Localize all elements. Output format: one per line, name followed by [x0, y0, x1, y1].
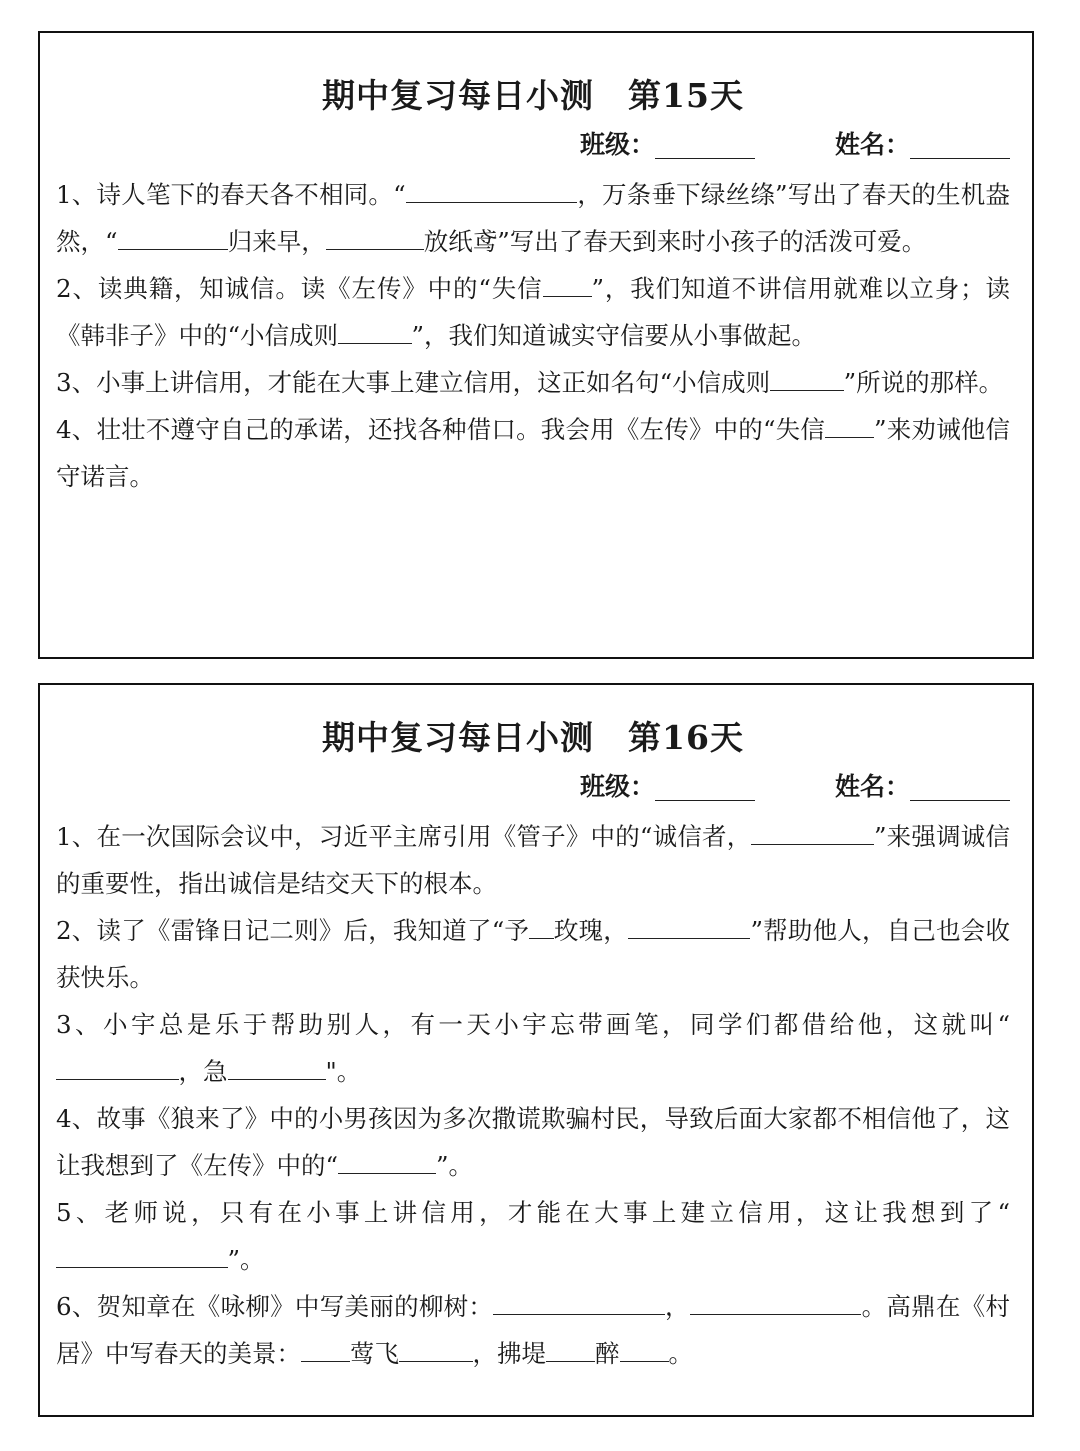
fill-blank[interactable] — [751, 821, 874, 845]
fill-blank[interactable] — [543, 273, 592, 297]
question: 3、小宇总是乐于帮助别人，有一天小宇忘带画笔，同学们都借给他，这就叫“，急 "。 — [56, 1010, 1010, 1086]
fill-blank[interactable] — [825, 414, 874, 438]
class-blank: ________ — [654, 772, 755, 801]
fill-blank[interactable] — [770, 367, 844, 391]
fill-blank[interactable] — [56, 1244, 228, 1268]
fill-blank[interactable] — [399, 1338, 473, 1362]
question: 4、壮壮不遵守自己的承诺，还找各种借口。我会用《左传》中的“失信 ”来劝诫他信守诺言。 — [56, 415, 1010, 491]
student-info — [56, 125, 1010, 165]
fill-blank[interactable] — [338, 320, 412, 344]
fill-blank[interactable] — [493, 1291, 665, 1315]
name-blank: ________ — [910, 772, 1010, 801]
class-label: 班级： — [579, 130, 655, 159]
question: 2、读典籍，知诚信。读《左传》中的“失信 ”，我们知道不讲信用就难以立身；读《韩非子》中的“小信成则 ”，我们知道诚实守信要从小事做起。 — [56, 274, 1010, 350]
class-label: 班级： — [579, 772, 655, 801]
fill-blank[interactable] — [406, 179, 578, 203]
name-label: 姓名： — [834, 130, 910, 159]
fill-blank[interactable] — [338, 1150, 436, 1174]
fill-blank[interactable] — [690, 1291, 862, 1315]
fill-blank[interactable] — [228, 1056, 326, 1080]
question: 1、在一次国际会议中，习近平主席引用《管子》中的“诚信者， ”来强调诚信的重要性，指出诚信是结交天下的根本。 — [56, 822, 1010, 898]
card-title: 期中复习每日小测 第15天 — [322, 76, 744, 115]
name-blank: ________ — [910, 130, 1010, 159]
question: 1、诗人笔下的春天各不相同。“ ，万条垂下绿丝绦”写出了春天的生机盎然，“ 归来早， 放纸鸢”写出了春天到来时小孩子的活泼可爱。 — [56, 180, 1010, 256]
question-list — [56, 171, 1010, 500]
question: 6、贺知章在《咏柳》中写美丽的柳树： ， 。高鼎在《村居》中写春天的美景： 莺飞 ，拂堤 醉 。 — [56, 1292, 1011, 1368]
fill-blank[interactable] — [118, 226, 228, 250]
name-label: 姓名： — [834, 772, 910, 801]
fill-blank[interactable] — [529, 915, 554, 939]
fill-blank[interactable] — [620, 1338, 669, 1362]
question: 2、读了《雷锋日记二则》后，我知道了“予 玫瑰， ”帮助他人，自己也会收获快乐。 — [56, 916, 1010, 992]
question: 3、小事上讲信用，才能在大事上建立信用，这正如名句“小信成则 ”所说的那样。 — [56, 368, 1004, 397]
fill-blank[interactable] — [326, 226, 424, 250]
class-blank: ________ — [654, 130, 755, 159]
fill-blank[interactable] — [628, 915, 751, 939]
quiz-card-day16 — [38, 683, 1034, 1417]
question-list — [56, 813, 1010, 1377]
question: 4、故事《狼来了》中的小男孩因为多次撒谎欺骗村民，导致后面大家都不相信他了，这让我想到了《左传》中的“ ”。 — [56, 1104, 1010, 1180]
card-title: 期中复习每日小测 第16天 — [322, 718, 744, 757]
question: 5、老师说，只有在小事上讲信用，才能在大事上建立信用，这让我想到了“”。 — [56, 1198, 1010, 1274]
quiz-card-day15 — [38, 31, 1034, 659]
fill-blank[interactable] — [546, 1338, 595, 1362]
student-info — [56, 767, 1010, 807]
fill-blank[interactable] — [301, 1338, 350, 1362]
fill-blank[interactable] — [56, 1056, 179, 1080]
